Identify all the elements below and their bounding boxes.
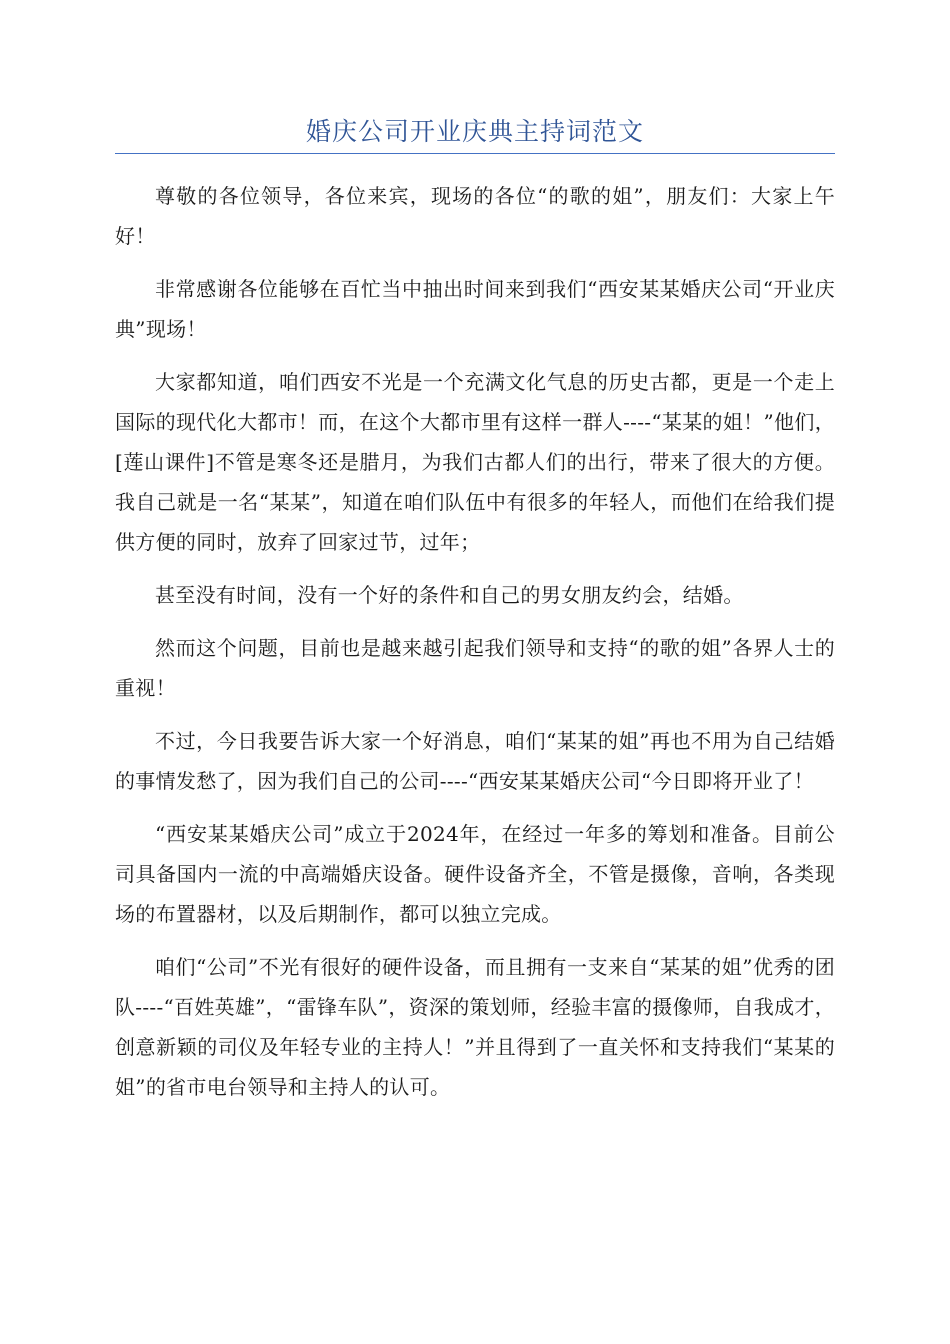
paragraph-good-news: 不过，今日我要告诉大家一个好消息，咱们“某某的姐”再也不用为自己结婚的事情发愁了，因为我们自己的公司----“西安某某婚庆公司“今日即将开业了！ <box>115 729 835 793</box>
paragraph-no-time: 甚至没有时间，没有一个好的条件和自己的男女朋友约会，结婚。 <box>155 583 744 607</box>
page-title: 婚庆公司开业庆典主持词范文 <box>305 117 644 146</box>
paragraph-team: 咱们“公司”不光有很好的硬件设备，而且拥有一支来自“某某的姐”优秀的团队----“百姓英雄”，“雷锋车队”，资深的策划师，经验丰富的摄像师，自我成才，创意新颖的司仪及年轻专业的主持人！”并且得到了一直关怀和支持我们“某某的姐”的省市电台领导和主持人的认可。 <box>115 955 835 1099</box>
paragraph-city: 大家都知道，咱们西安不光是一个充满文化气息的历史古都，更是一个走上国际的现代化大都市！而，在这个大都市里有这样一群人----“某某的姐！”他们，[莲山课件]不管是寒冬还是腊月，为我们古都人们的出行，带来了很大的方便。我自己就是一名“某某”，知道在咱们队伍中有很多的年轻人，而他们在给我们提供方便的同时，放弃了回家过节，过年； <box>115 370 835 554</box>
paragraph-thanks: 非常感谢各位能够在百忙当中抽出时间来到我们“西安某某婚庆公司“开业庆典”现场！ <box>115 277 835 341</box>
paragraph-company-intro: “西安某某婚庆公司”成立于2024年，在经过一年多的筹划和准备。目前公司具备国内一流的中高端婚庆设备。硬件设备齐全，不管是摄像，音响，各类现场的布置器材，以及后期制作，都可以独立完成。 <box>115 822 835 926</box>
paragraph-greeting: 尊敬的各位领导，各位来宾，现场的各位“的歌的姐”，朋友们：大家上午好！ <box>115 184 835 248</box>
paragraph-attention: 然而这个问题，目前也是越来越引起我们领导和支持“的歌的姐”各界人士的重视！ <box>115 636 835 700</box>
title-underline <box>115 153 835 154</box>
document-body <box>115 176 835 1120</box>
